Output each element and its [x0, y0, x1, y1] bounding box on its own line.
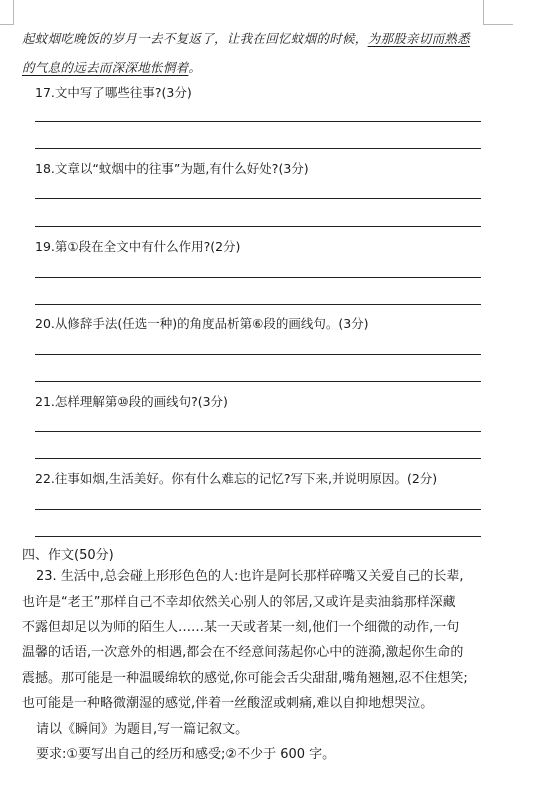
answer-line	[35, 458, 481, 459]
answer-line	[35, 509, 481, 510]
essay-prompt: 请以《瞬间》为题目,写一篇记叙文。	[36, 722, 249, 737]
question-22: 22.往事如烟,生活美好。你有什么难忘的记忆?写下来,并说明原因。(2分)	[35, 471, 438, 486]
passage-text: 起蚊烟吃晚饭的岁月一去不复返了，让我在回忆蚊烟的时候，	[22, 31, 368, 46]
passage-line	[22, 31, 470, 47]
essay-text-line: 震撼。那可能是一种温暖绵软的感觉,你可能会舌尖甜甜,嘴角翘翘,忍不住想笑;	[22, 671, 468, 686]
answer-line	[35, 431, 481, 432]
question-19: 19.第①段在全文中有什么作用?(2分)	[35, 239, 241, 254]
underlined-sentence: 的气息的远去而深深地怅惘着	[22, 60, 189, 75]
passage-line	[22, 60, 201, 76]
question-21: 21.怎样理解第⑩段的画线句?(3分)	[35, 394, 228, 409]
essay-requirements: 要求:①要写出自己的经历和感受;②不少于 600 字。	[36, 747, 336, 762]
question-20: 20.从修辞手法(任选一种)的角度品析第⑥段的画线句。(3分)	[35, 316, 369, 331]
crop-mark	[483, 0, 484, 24]
essay-text-line: 不露但却足以为师的陌生人……某一天或者某一刻,他们一个细微的动作,一句	[22, 620, 460, 635]
answer-line	[35, 226, 481, 227]
crop-mark	[0, 24, 14, 25]
essay-text-line: 也许是“老王”那样自己不幸却依然关心别人的邻居,又或许是卖油翁那样深藏	[22, 595, 456, 610]
answer-line	[35, 304, 481, 305]
essay-text-line: 温馨的话语,一次意外的相遇,都会在不经意间荡起你心中的涟漪,激起你生命的	[22, 645, 464, 660]
section-heading: 四、作文(50分)	[22, 548, 114, 563]
passage-text: 。	[188, 60, 202, 75]
question-18: 18.文章以“蚊烟中的往事”为题,有什么好处?(3分)	[35, 161, 309, 176]
answer-line	[35, 198, 481, 199]
question-17: 17.文中写了哪些往事?(3分)	[35, 85, 192, 100]
underlined-sentence: 为那股亲切而熟悉	[367, 31, 471, 46]
crop-mark	[483, 24, 513, 25]
answer-line	[35, 277, 481, 278]
essay-text-line: 也可能是一种略微潮湿的感觉,伴着一丝酸涩或刺痛,难以自抑地想哭泣。	[22, 696, 434, 711]
answer-line	[35, 121, 481, 122]
answer-line	[35, 354, 481, 355]
answer-line	[35, 148, 481, 149]
answer-line	[35, 536, 481, 537]
essay-text-line: 23. 生活中,总会碰上形形色色的人:也许是阿长那样碎嘴又关爱自己的长辈,	[36, 569, 464, 584]
crop-mark	[13, 0, 14, 24]
answer-line	[35, 381, 481, 382]
